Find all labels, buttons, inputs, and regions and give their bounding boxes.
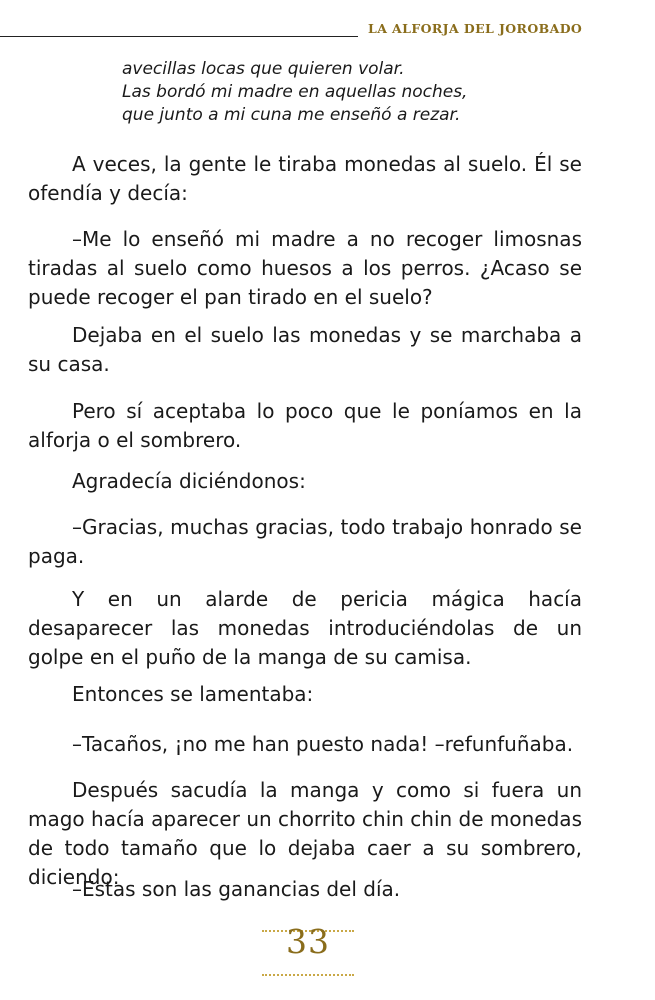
page-number: 33 bbox=[286, 922, 330, 961]
running-head: LA ALFORJA DEL JOROBADO bbox=[368, 21, 583, 36]
paragraph: Después sacudía la manga y como si fuera un mago hacía aparecer un chorrito chin chin de monedas de todo tamaño que lo dejaba caer a su sombrero, diciendo: bbox=[28, 778, 582, 889]
paragraph: A veces, la gente le tiraba monedas al suelo. Él se ofendía y decía: bbox=[28, 152, 582, 205]
paragraph: –Gracias, muchas gracias, todo trabajo honrado se paga. bbox=[28, 515, 582, 568]
paragraph: Dejaba en el suelo las monedas y se marchaba a su casa. bbox=[28, 323, 582, 376]
verse-block bbox=[122, 58, 467, 127]
paragraph: Agradecía diciéndonos: bbox=[72, 469, 306, 493]
paragraph: –Tacaños, ¡no me han puesto nada! –refunfuñaba. bbox=[72, 732, 574, 756]
paragraph: –Estas son las ganancias del día. bbox=[72, 877, 401, 901]
paragraph: Pero sí aceptaba lo poco que le poníamos en la alforja o el sombrero. bbox=[28, 399, 582, 452]
page-number-ornament-bottom bbox=[262, 974, 354, 976]
paragraph: Entonces se lamentaba: bbox=[72, 682, 314, 706]
paragraph: –Me lo enseñó mi madre a no recoger limosnas tiradas al suelo como huesos a los perros. ¿Acaso se puede recoger el pan tirado en el suelo? bbox=[28, 227, 582, 309]
verse-line: avecillas locas que quieren volar. bbox=[122, 59, 405, 79]
verse-line: que junto a mi cuna me enseñó a rezar. bbox=[122, 105, 461, 125]
header-rule bbox=[0, 36, 358, 37]
paragraph: Y en un alarde de pericia mágica hacía desaparecer las monedas introduciéndolas de un golpe en el puño de la manga de su camisa. bbox=[28, 587, 582, 669]
verse-line: Las bordó mi madre en aquellas noches, bbox=[122, 82, 468, 102]
